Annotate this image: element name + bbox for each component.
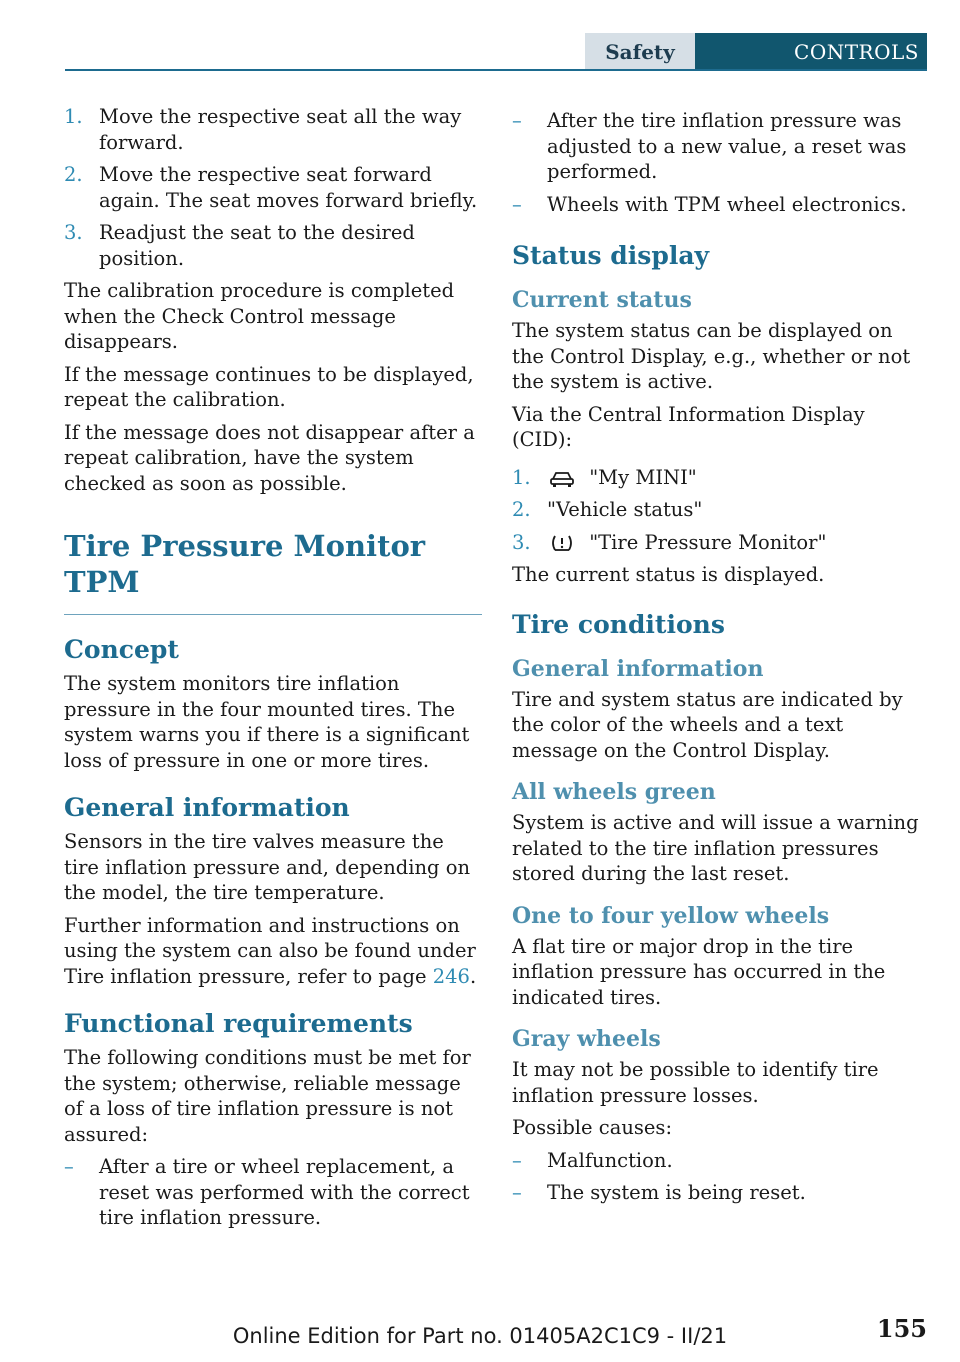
left-column <box>64 104 482 1238</box>
list-item <box>64 162 482 213</box>
paragraph: The calibration procedure is completed when the Check Control message disappears. <box>64 279 455 353</box>
section-tab: Safety <box>585 33 695 71</box>
page-number: 155 <box>876 1314 927 1343</box>
yellow-wheels-heading: One to four yellow wheels <box>512 902 830 929</box>
step-text: "My MINI" <box>589 465 697 489</box>
header-rule <box>65 69 927 71</box>
paragraph: The following conditions must be met for the system; otherwise, reliable message of a loss of tire inflation pressure is not assured: <box>64 1046 471 1146</box>
step-text: "Vehicle status" <box>547 498 703 521</box>
item-text: After a tire or wheel replacement, a reset was performed with the correct tire inflation pressure. <box>99 1155 470 1229</box>
page-reference-link[interactable]: 246 <box>432 964 470 988</box>
right-column <box>512 108 930 1213</box>
general-info-heading: General information <box>64 793 350 822</box>
edition-footer: Online Edition for Part no. 01405A2C1C9 - II/21 <box>232 1324 728 1348</box>
paragraph: Possible causes: <box>512 1116 673 1139</box>
page-header <box>65 33 927 71</box>
tpm-heading: Tire Pressure Monitor TPM <box>64 528 482 615</box>
text: . <box>469 964 477 988</box>
paragraph: The system monitors tire inflation pressure in the four mounted tires. The system warns you if there is a significant loss of pressure in one or more tires. <box>64 672 470 772</box>
list-item <box>64 1154 482 1231</box>
list-item <box>64 104 482 155</box>
paragraph: If the message does not disappear after a repeat calibration, have the system checked as soon as possible. <box>64 420 475 495</box>
step-number: 3. <box>512 530 531 554</box>
all-green-heading: All wheels green <box>512 779 716 805</box>
list-item <box>64 220 482 271</box>
bullet-dash: – <box>512 1148 522 1172</box>
text: Further information and instructions on using the system can also be found under Tire inflation pressure, refer to page <box>64 913 476 988</box>
list-item <box>512 465 930 491</box>
paragraph: System is active and will issue a warning related to the tire inflation pressures stored during the last reset. <box>512 811 919 885</box>
step-text: "Tire Pressure Monitor" <box>589 530 827 554</box>
tire-conditions-heading: Tire conditions <box>512 609 725 639</box>
step-text: Move the respective seat all the way forward. <box>99 105 462 154</box>
step-number: 2. <box>512 498 531 521</box>
item-text: After the tire inflation pressure was adjusted to a new value, a reset was performed. <box>547 109 907 183</box>
bullet-dash: – <box>512 109 522 132</box>
status-display-heading: Status display <box>512 241 710 270</box>
bullet-dash: – <box>64 1155 74 1178</box>
gray-wheels-heading: Gray wheels <box>512 1026 661 1052</box>
paragraph: A flat tire or major drop in the tire inflation pressure has occurred in the indicated tires. <box>512 934 886 1009</box>
concept-heading: Concept <box>64 635 179 664</box>
item-text: Wheels with TPM wheel electronics. <box>547 192 907 216</box>
step-text: Move the respective seat forward again. The seat moves forward briefly. <box>99 163 478 212</box>
paragraph: If the message continues to be displayed, repeat the calibration. <box>64 362 474 411</box>
bullet-dash: – <box>512 1181 522 1204</box>
step-number: 2. <box>64 163 83 186</box>
calibration-steps <box>64 104 482 271</box>
step-number: 3. <box>64 221 83 244</box>
item-text: Malfunction. <box>547 1148 673 1172</box>
tire-warning-icon <box>547 533 577 553</box>
item-text: The system is being reset. <box>547 1181 806 1204</box>
list-item <box>512 192 930 218</box>
cid-steps <box>512 465 930 556</box>
paragraph: Via the Central Information Display (CID): <box>512 402 865 451</box>
paragraph <box>64 913 482 990</box>
list-item <box>512 530 930 556</box>
list-item <box>512 108 930 185</box>
paragraph: It may not be possible to identify tire inflation pressure losses. <box>512 1058 879 1107</box>
step-number: 1. <box>512 465 531 489</box>
list-item <box>512 1148 930 1174</box>
step-number: 1. <box>64 105 83 128</box>
bullet-dash: – <box>512 192 522 216</box>
general-info-subheading: General information <box>512 655 764 682</box>
paragraph: Tire and system status are indicated by the color of the wheels and a text message on the Control Display. <box>512 687 903 762</box>
car-icon <box>547 468 577 488</box>
paragraph: The system status can be displayed on the Control Display, e.g., whether or not the system is active. <box>512 319 911 393</box>
functional-requirements-heading: Functional requirements <box>64 1009 413 1038</box>
chapter-tab: CONTROLS <box>695 33 927 71</box>
step-text: Readjust the seat to the desired position. <box>99 221 415 270</box>
list-item <box>512 1180 930 1206</box>
list-item <box>512 497 930 523</box>
paragraph: The current status is displayed. <box>512 563 825 586</box>
paragraph: Sensors in the tire valves measure the tire inflation pressure and, depending on the model, the tire temperature. <box>64 830 471 904</box>
current-status-heading: Current status <box>512 287 692 313</box>
